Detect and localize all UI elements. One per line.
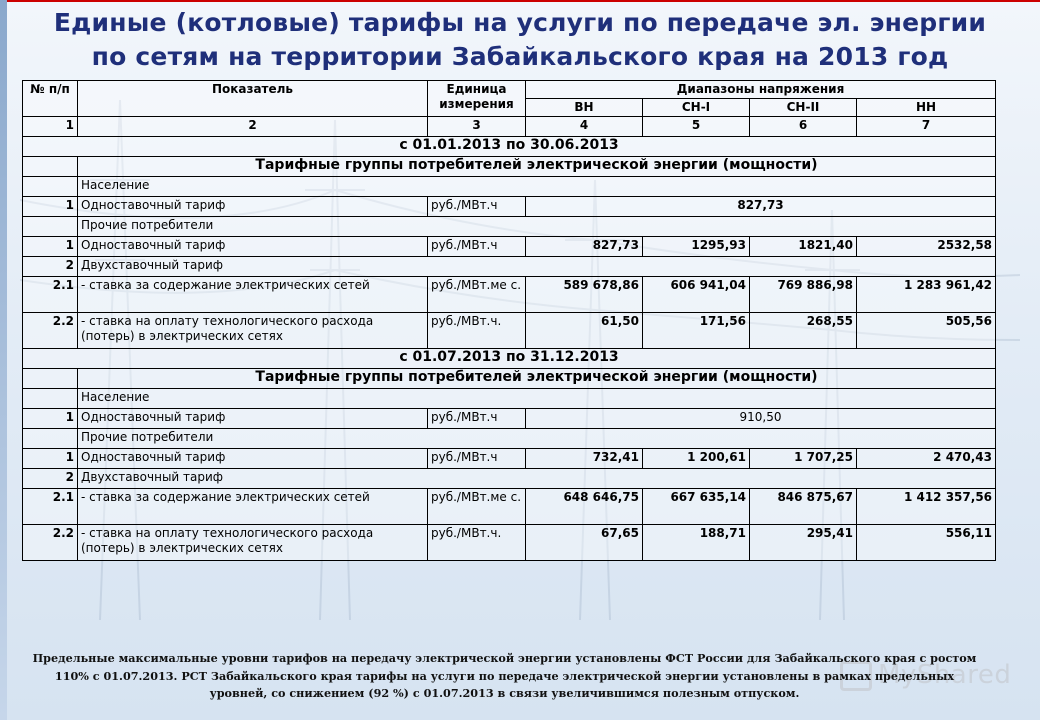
value-nn: 505,56 <box>857 313 996 349</box>
row-unit: руб./МВт.ме с. <box>428 277 526 313</box>
row-num: 1 <box>23 197 78 217</box>
tariff-table <box>22 80 996 561</box>
value-sn1: 667 635,14 <box>643 489 750 525</box>
col-number: 2 <box>78 117 428 137</box>
header-sn2: СН-II <box>750 99 857 117</box>
period-1-group: Тарифные группы потребителей электрической энергии (мощности) <box>78 157 996 177</box>
table-row <box>23 257 996 277</box>
others-label: Прочие потребители <box>78 217 996 237</box>
population-label: Население <box>78 389 996 409</box>
period-2-label: с 01.07.2013 по 31.12.2013 <box>23 349 996 369</box>
table-row <box>23 197 996 217</box>
row-name: - ставка на оплату технологического расхода (потерь) в электрических сетях <box>78 525 428 561</box>
table-row <box>23 277 996 313</box>
value-sn1: 171,56 <box>643 313 750 349</box>
col-number: 6 <box>750 117 857 137</box>
value-sn2: 769 886,98 <box>750 277 857 313</box>
value-nn: 2 470,43 <box>857 449 996 469</box>
section-row <box>23 217 996 237</box>
others-label: Прочие потребители <box>78 429 996 449</box>
period-row <box>23 137 996 157</box>
table-header-row <box>23 81 996 99</box>
period-2-group: Тарифные группы потребителей электрической энергии (мощности) <box>78 369 996 389</box>
row-num: 2 <box>23 469 78 489</box>
col-number: 7 <box>857 117 996 137</box>
row-name: Одноставочный тариф <box>78 237 428 257</box>
table-row <box>23 489 996 525</box>
group-row <box>23 369 996 389</box>
row-unit: руб./МВт.ч. <box>428 525 526 561</box>
value-sn2: 846 875,67 <box>750 489 857 525</box>
value-sn1: 1295,93 <box>643 237 750 257</box>
header-voltage-ranges: Диапазоны напряжения <box>526 81 996 99</box>
header-sn1: СН-I <box>643 99 750 117</box>
section-row <box>23 429 996 449</box>
value-sn2: 1 707,25 <box>750 449 857 469</box>
table-row <box>23 525 996 561</box>
row-value: 910,50 <box>526 409 996 429</box>
row-unit: руб./МВт.ч <box>428 409 526 429</box>
value-sn1: 606 941,04 <box>643 277 750 313</box>
value-sn2: 1821,40 <box>750 237 857 257</box>
value-vn: 589 678,86 <box>526 277 643 313</box>
row-name: Одноставочный тариф <box>78 197 428 217</box>
value-nn: 1 283 961,42 <box>857 277 996 313</box>
footnote-line-3: уровней, со снижением (92 %) с 01.07.2013 в связи увеличившимся полезным отпуском. <box>209 686 800 700</box>
title-line-1: Единые (котловые) тарифы на услуги по передаче эл. энергии <box>53 8 987 37</box>
row-num: 1 <box>23 449 78 469</box>
row-unit: руб./МВт.ч <box>428 237 526 257</box>
period-1-label: с 01.01.2013 по 30.06.2013 <box>23 137 996 157</box>
row-unit: руб./МВт.ч. <box>428 313 526 349</box>
row-value: 827,73 <box>526 197 996 217</box>
row-num: 2.1 <box>23 489 78 525</box>
group-row <box>23 157 996 177</box>
left-decor-bar <box>0 0 7 720</box>
row-num: 2.2 <box>23 313 78 349</box>
value-sn2: 268,55 <box>750 313 857 349</box>
top-accent-line <box>0 0 1040 2</box>
row-unit: руб./МВт.ч <box>428 449 526 469</box>
population-label: Население <box>78 177 996 197</box>
value-vn: 827,73 <box>526 237 643 257</box>
section-row <box>23 389 996 409</box>
col-number: 5 <box>643 117 750 137</box>
title-line-2: по сетям на территории Забайкальского края на 2013 год <box>91 42 949 71</box>
header-num: № п/п <box>23 81 78 117</box>
row-num: 2.1 <box>23 277 78 313</box>
row-unit: руб./МВт.ч <box>428 197 526 217</box>
page-title <box>0 6 1040 74</box>
table-row <box>23 449 996 469</box>
value-nn: 1 412 357,56 <box>857 489 996 525</box>
footnote-line-2: 110% с 01.07.2013. РСТ Забайкальского края тарифы на услуги по передаче электрической энергии установлены в рамках предельных <box>54 668 955 683</box>
col-number: 1 <box>23 117 78 137</box>
period-row <box>23 349 996 369</box>
row-num: 2.2 <box>23 525 78 561</box>
table-row <box>23 237 996 257</box>
value-vn: 61,50 <box>526 313 643 349</box>
row-name: Двухставочный тариф <box>78 257 996 277</box>
row-num: 1 <box>23 409 78 429</box>
row-name: Одноставочный тариф <box>78 449 428 469</box>
value-sn1: 1 200,61 <box>643 449 750 469</box>
header-nn: НН <box>857 99 996 117</box>
value-sn2: 295,41 <box>750 525 857 561</box>
header-unit: Единица измерения <box>428 81 526 117</box>
row-name: Одноставочный тариф <box>78 409 428 429</box>
row-name: - ставка на оплату технологического расхода (потерь) в электрических сетях <box>78 313 428 349</box>
table-row <box>23 313 996 349</box>
col-number: 3 <box>428 117 526 137</box>
row-num: 1 <box>23 237 78 257</box>
row-num: 2 <box>23 257 78 277</box>
table-row <box>23 469 996 489</box>
value-sn1: 188,71 <box>643 525 750 561</box>
header-vn: ВН <box>526 99 643 117</box>
footnote-line-1: Предельные максимальные уровни тарифов на передачу электрической энергии установлены ФСТ России для Забайкальского края с ростом <box>32 651 977 665</box>
row-name: Двухставочный тариф <box>78 469 996 489</box>
section-row <box>23 177 996 197</box>
row-name: - ставка за содержание электрических сетей <box>78 489 428 525</box>
col-number: 4 <box>526 117 643 137</box>
value-nn: 2532,58 <box>857 237 996 257</box>
watermark-text: MyShared <box>878 660 1012 690</box>
row-unit: руб./МВт.ме с. <box>428 489 526 525</box>
value-vn: 648 646,75 <box>526 489 643 525</box>
value-vn: 732,41 <box>526 449 643 469</box>
table-row <box>23 409 996 429</box>
header-indicator: Показатель <box>78 81 428 117</box>
column-number-row <box>23 117 996 137</box>
value-vn: 67,65 <box>526 525 643 561</box>
value-nn: 556,11 <box>857 525 996 561</box>
footnote <box>12 650 997 703</box>
row-name: - ставка за содержание электрических сетей <box>78 277 428 313</box>
